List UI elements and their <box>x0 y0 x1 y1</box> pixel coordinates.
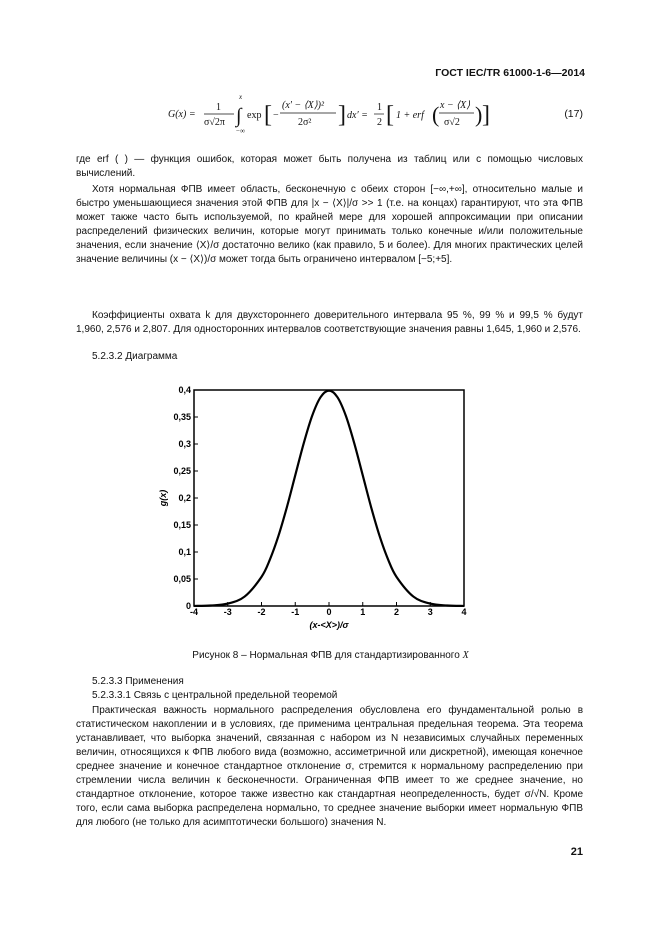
figure-caption <box>0 650 661 661</box>
caption-text: Рисунок 8 – Нормальная ФПВ для стандартизированного <box>192 650 460 661</box>
formula-erf-den: σ√2 <box>444 117 460 128</box>
x-tick-label: 4 <box>461 607 467 617</box>
paren-left: ( <box>432 102 440 127</box>
document-header: ГОСТ IEC/TR 61000-1-6—2014 <box>435 67 585 79</box>
formula-coef-num: 1 <box>216 102 221 113</box>
formula-erf-num: x − ⟨X⟩ <box>440 100 471 111</box>
y-tick-label: 0,15 <box>173 520 191 530</box>
formula-erf: 1 + erf <box>396 110 424 121</box>
x-tick-label: 0 <box>326 607 332 617</box>
bracket2-right: ] <box>482 102 490 128</box>
y-tick-label: 0,05 <box>173 574 191 584</box>
formula-exp: exp <box>247 110 262 121</box>
section-5233-heading: 5.2.3.3 Применения <box>92 676 184 687</box>
formula-exp-den: 2σ² <box>298 117 312 128</box>
section-52331-heading: 5.2.3.3.1 Связь с центральной предельной теоремой <box>92 690 338 701</box>
x-tick-label: 3 <box>427 607 433 617</box>
y-tick-label: 0,1 <box>178 547 191 557</box>
x-tick-label: -2 <box>257 607 266 617</box>
bracket2-left: [ <box>386 102 394 128</box>
bracket-right: ] <box>338 102 346 128</box>
x-tick-label: 1 <box>360 607 366 617</box>
equation-number: (17) <box>564 108 583 120</box>
y-tick-label: 0,35 <box>173 412 191 422</box>
bracket-left: [ <box>264 102 272 128</box>
x-tick-label: -4 <box>189 607 199 617</box>
x-tick-label: -3 <box>223 607 232 617</box>
formula-17 <box>160 92 490 136</box>
y-tick-label: 0,25 <box>173 466 191 476</box>
caption-variable: X <box>462 650 469 661</box>
formula-half-num: 1 <box>377 102 382 113</box>
x-tick-label: -1 <box>291 607 300 617</box>
plot-frame <box>194 390 464 606</box>
y-tick-label: 0,4 <box>178 385 191 395</box>
y-tick-label: 0 <box>185 601 191 611</box>
paragraph-domain: Хотя нормальная ФПВ имеет область, бесконечную с обеих сторон [−∞,+∞], относительно малые и быстро уменьшающиеся значения этой ФПВ для |x − ⟨X⟩|/σ >> 1 (т.е. на концах) гарантируют, что эта ФПВ может также часто быть используемой, по крайней мере для хорошей аппроксимации при описании распределений физических величин, которые могут принимать только конечные и/или положительные значения, если значение ⟨X⟩/σ достаточно велико (как правило, 5 и более). Для многих практических целей значение величины (x − ⟨X⟩)/σ может тогда быть ограничено интервалом [−5;+5]. <box>76 184 583 265</box>
formula-half-den: 2 <box>377 117 382 128</box>
page-number: 21 <box>570 846 583 858</box>
paragraph-coverage: Коэффициенты охвата k для двухстороннего доверительного интервала 95 %, 99 % и 99,5 % будут 1,960, 2,576 и 2,807. Для односторонних интервалов соответствующие значения равны 1,645, 1,960 и 2,576. <box>76 310 583 335</box>
formula-int-upper: x <box>239 93 243 101</box>
formula-exp-num: (x′ − ⟨X⟩)² <box>282 100 324 111</box>
y-tick-label: 0,2 <box>178 493 191 503</box>
x-tick-label: 2 <box>393 607 400 617</box>
formula-lhs: G(x) = <box>168 109 196 120</box>
formula-coef-den: σ√2π <box>204 117 225 128</box>
paragraph-erf: где erf ( ) — функция ошибок, которая может быть получена из таблиц или с помощью числовых вычислений. <box>76 154 583 179</box>
pdf-curve <box>194 391 464 606</box>
paren-right: ) <box>475 102 483 127</box>
integral-sign: ∫ <box>236 105 242 127</box>
formula-dx: dx′ = <box>347 110 368 121</box>
x-axis-ticks <box>190 602 467 617</box>
paragraph-clt: Практическая важность нормального распределения обусловлена его фундаментальной ролью в статистическом накоплении и в условиях, где применима центральная предельная теорема. Эта теорема устанавливает, что выборка значений, связанная с набором из N независимых случайных переменных величин, относящихся к ФПВ любого вида (возможно, ассиметричной или дискретной), имеющая конечное среднее значение и конечное стандартное отклонение σ, стремится к нормальному распределению при стремлении числа величин к бесконечности. Ограниченная ФПВ имеет то же среднее значение, но стандартное отклонение, которое также известно как стандартная неопределенность, будет σ/√N. Кроме того, если сама выборка распределена нормально, то среднее значение выборки имеет нормальную ФПВ для любого (не только для асимптотически большого) значения N. <box>76 705 583 828</box>
normal-pdf-chart <box>150 382 480 632</box>
x-axis-label: (x-<X>)/σ <box>309 620 349 630</box>
formula-exp-minus: − <box>273 110 279 121</box>
y-tick-label: 0,3 <box>178 439 191 449</box>
y-axis-label: g(x) <box>158 489 168 507</box>
section-5232-heading: 5.2.3.2 Диаграмма <box>92 351 178 362</box>
formula-int-lower: −∞ <box>236 127 245 135</box>
